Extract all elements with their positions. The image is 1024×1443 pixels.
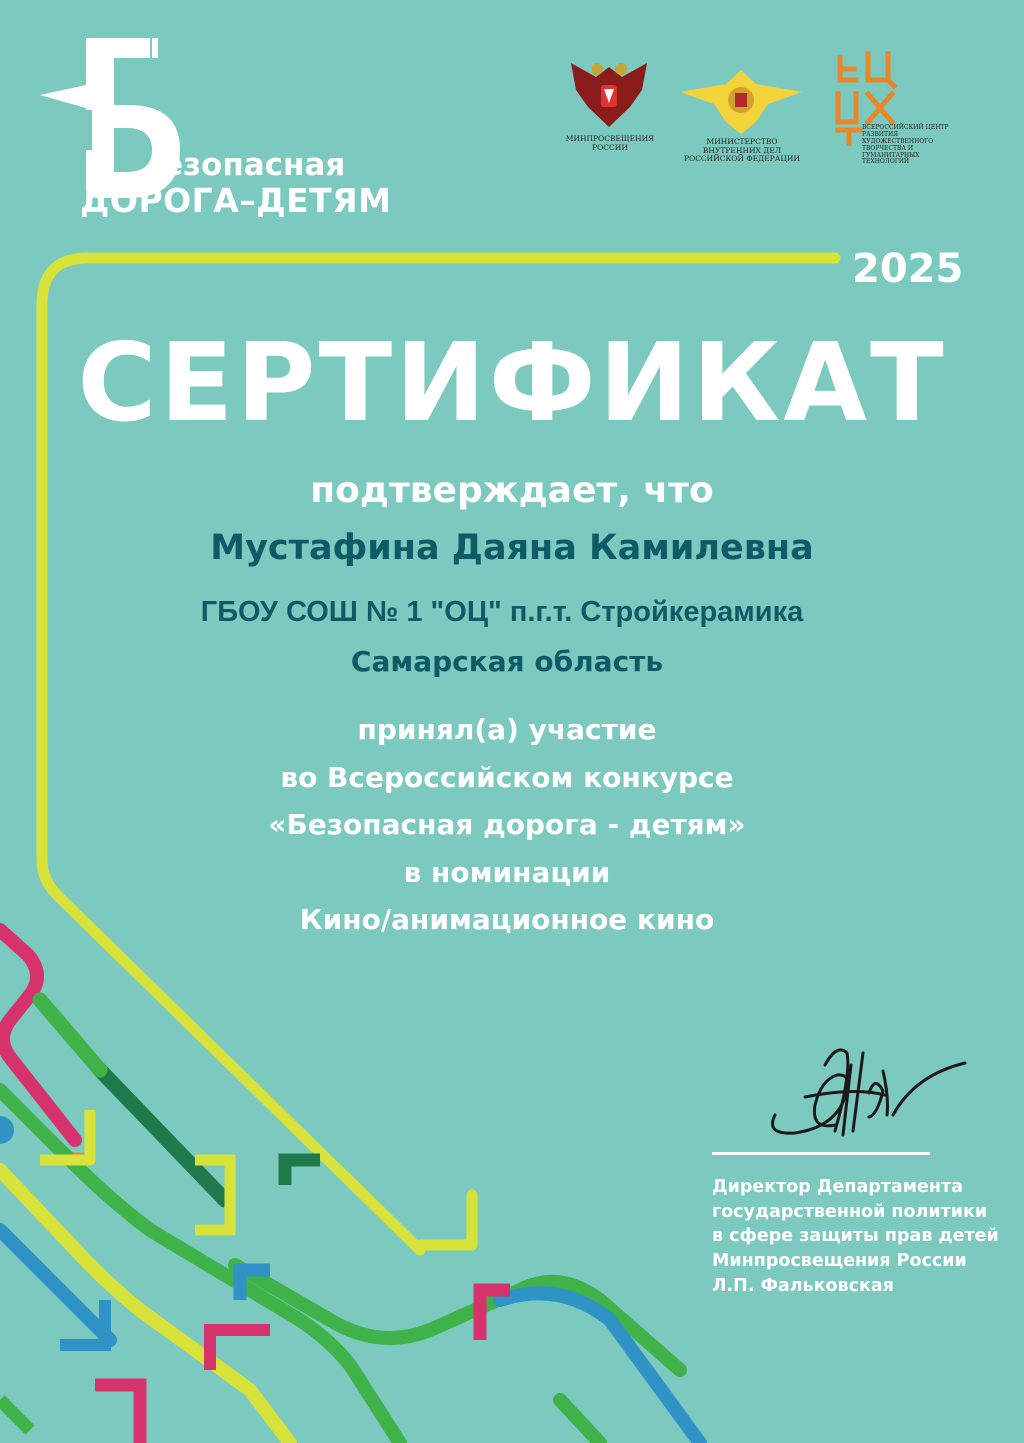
- logo-text-line1: езопасная: [162, 147, 346, 183]
- signer-line-1: Директор Департамента: [712, 1177, 963, 1197]
- signer-line-3: в сфере защиты прав детей: [712, 1226, 999, 1247]
- partner-caption-1-line2: РОССИИ: [592, 142, 628, 152]
- partner-caption-2-line1: МИНИСТЕРСТВО ВНУТРЕННИХ ДЕЛ: [702, 137, 782, 155]
- confirms-text: подтверждает, что: [310, 470, 714, 511]
- partner-caption-3: [862, 125, 952, 166]
- partner-caption-3-line3: ТВОРЧЕСТВА И ГУМАНИТАРНЫХ: [862, 144, 920, 159]
- blue-line-left: [0, 1230, 110, 1340]
- blue-dot: [0, 1116, 14, 1144]
- signer-block: [712, 1175, 999, 1299]
- partner-caption-3-line1: ВСЕРОССИЙСКИЙ ЦЕНТР: [862, 124, 949, 131]
- recipient-name: Мустафина Даяна Камилевна: [210, 528, 814, 568]
- partner-caption-3-line4: ТЕХНОЛОГИЙ: [862, 158, 910, 166]
- partner-caption-1-line1: МИНПРОСВЕЩЕНИЯ: [565, 134, 655, 143]
- partner-caption-2-line2: РОССИЙСКОЙ ФЕДЕРАЦИИ: [684, 154, 800, 164]
- green-line-segment: [40, 1000, 100, 1070]
- signature-line: [712, 1152, 930, 1155]
- signer-line-4: Минпросвещения России: [712, 1251, 967, 1272]
- recipient-school: ГБОУ СОШ № 1 "ОЦ" п.г.т. Стройкерамика: [200, 596, 804, 628]
- recipient-region: Самарская область: [350, 645, 664, 678]
- contest-line: во Всероссийском конкурсе: [280, 760, 734, 794]
- green-line-3: [560, 1400, 600, 1443]
- mvd-eagle-emblem-icon: [678, 62, 804, 138]
- magenta-chevron-3: [95, 1385, 140, 1443]
- contest-name: «Безопасная дорога - детям»: [268, 808, 746, 841]
- signer-name: Л.П. Фальковская: [712, 1275, 894, 1296]
- participation-text: [0, 706, 1014, 944]
- partner-caption-2: [682, 138, 802, 164]
- certificate-year: 2025: [852, 246, 964, 292]
- certificate-title: СЕРТИФИКАТ: [77, 321, 947, 446]
- logo-text-line2: ДОРОГА–ДЕТЯМ: [80, 181, 392, 220]
- nomination-name: Кино/анимационное кино: [299, 903, 715, 936]
- nomination-label: в номинации: [403, 855, 611, 889]
- green-chevron: [0, 1400, 30, 1430]
- signature-image: [765, 1035, 970, 1145]
- signer-line-2: государственной политики: [712, 1201, 988, 1222]
- dark-green-line: [100, 1070, 225, 1200]
- lime-arrowhead: [420, 1195, 472, 1245]
- double-headed-eagle-emblem-icon: [562, 55, 656, 135]
- dark-green-chevron: [285, 1160, 320, 1185]
- participation-line: принял(а) участие: [357, 713, 657, 746]
- partner-caption-3-line2: РАЗВИТИЯ ХУДОЖЕСТВЕННОГО: [862, 130, 934, 145]
- green-line: [0, 1090, 400, 1443]
- partner-caption-1: [558, 135, 662, 152]
